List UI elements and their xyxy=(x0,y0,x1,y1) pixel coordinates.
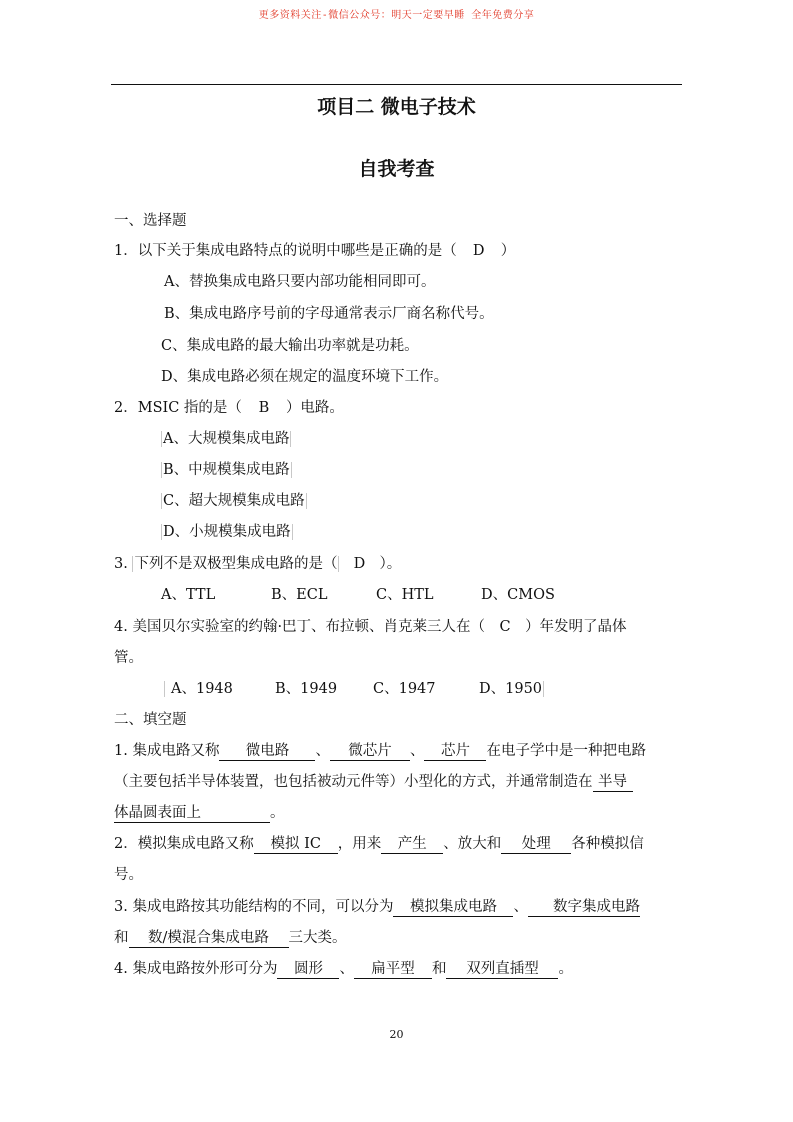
fill-1-answer-2: 微芯片 xyxy=(330,743,410,761)
question-2-post: ）电路。 xyxy=(285,400,344,416)
fill-2-mid-2: 、放大和 xyxy=(443,836,502,852)
question-3-option-d: D、CMOS xyxy=(481,587,555,603)
fill-2 xyxy=(114,835,644,854)
question-2-option-b: B、中规模集成电路 xyxy=(163,462,290,478)
header-rule xyxy=(111,84,682,85)
question-1-option-b: B、集成电路序号前的字母通常表示厂商名称代号。 xyxy=(164,306,494,322)
fill-4-end: 。 xyxy=(558,961,573,977)
fill-4 xyxy=(114,960,573,979)
question-2-option-a: A、大规模集成电路 xyxy=(163,431,290,447)
fill-2-text: 2．模拟集成电路又称 xyxy=(114,836,254,852)
fill-4-answer-1: 圆形 xyxy=(277,961,339,979)
question-1-option-d: D、集成电路必须在规定的温度环境下工作。 xyxy=(161,369,449,385)
fill-4-text: 集成电路按外形可分为 xyxy=(132,961,278,977)
fill-3-answer-1: 模拟集成电路 xyxy=(393,899,513,917)
section-heading-choice: 一、选择题 xyxy=(114,213,187,229)
fill-2-answer-1: 模拟 IC xyxy=(254,836,338,854)
question-4 xyxy=(114,618,627,636)
question-2-option-c: C、超大规模集成电路 xyxy=(163,493,305,509)
fill-1-answer-3: 芯片 xyxy=(424,743,486,761)
question-3-answer: D xyxy=(353,556,366,572)
fill-4-number: 4. xyxy=(114,961,128,977)
question-4-answer: C xyxy=(499,619,511,635)
fill-1-line3 xyxy=(114,804,285,823)
page-title: 项目二 微电子技术 xyxy=(317,96,476,118)
fill-3-line2-and: 和 xyxy=(114,930,129,946)
fill-1-text: 集成电路又称 xyxy=(132,743,220,759)
fill-3-line2 xyxy=(114,929,347,948)
fill-1-sep-2: 、 xyxy=(409,743,425,759)
fill-1-answer-4a: 半导 xyxy=(593,774,633,792)
fill-2-mid-1: ，用来 xyxy=(337,836,382,852)
fill-4-answer-3: 双列直插型 xyxy=(446,961,558,979)
fill-1-answer-4b: 体晶圆表面上 xyxy=(114,805,270,823)
question-1-answer: D xyxy=(472,243,485,259)
question-4-options xyxy=(164,680,544,698)
fill-2-answer-3: 处理 xyxy=(501,836,571,854)
question-4-option-c: C、1947 xyxy=(373,681,436,697)
page-subtitle: 自我考查 xyxy=(358,158,435,180)
fill-1-line2 xyxy=(114,773,633,792)
question-2-text: 2．MSIC 指的是（ xyxy=(114,400,242,416)
fill-2-answer-2: 产生 xyxy=(381,836,443,854)
question-4-post: ）年发明了晶体 xyxy=(525,619,627,635)
question-1-close: ） xyxy=(500,243,516,259)
question-1-option-a: A、替换集成电路只要内部功能相同即可。 xyxy=(164,274,436,290)
question-3-post: ）。 xyxy=(379,556,402,572)
fill-1 xyxy=(114,742,646,761)
fill-2-line2: 号。 xyxy=(114,867,143,883)
question-1 xyxy=(114,242,515,260)
question-4-number: 4. xyxy=(114,619,128,635)
fill-2-post: 各种模拟信 xyxy=(571,836,644,852)
question-4-option-a: A、1948 xyxy=(171,681,233,697)
fill-3-answer-3: 数/模混合集成电路 xyxy=(129,930,289,948)
header-banner: 更多资料关注-微信公众号：明天一定要早睡 全年免费分享 xyxy=(258,10,535,21)
question-3-option-a: A、TTL xyxy=(161,587,216,603)
question-3-number: 3. xyxy=(114,556,128,572)
fill-3-sep: 、 xyxy=(513,899,528,915)
question-3-option-c: C、HTL xyxy=(376,587,434,603)
fill-3-post: 三大类。 xyxy=(288,930,347,946)
question-2-option-d: D、小规模集成电路 xyxy=(163,524,291,540)
question-1-option-c: C、集成电路的最大输出功率就是功耗。 xyxy=(161,338,419,354)
question-2-answer: B xyxy=(258,400,270,416)
question-3-options xyxy=(161,586,555,604)
page-number: 20 xyxy=(389,1028,404,1041)
question-1-text: 1．以下关于集成电路特点的说明中哪些是正确的是（ xyxy=(114,243,457,259)
fill-3-answer-2: 数字集成电路 xyxy=(528,899,640,917)
fill-1-post: 在电子学中是一种把电路 xyxy=(486,743,646,759)
question-4-line2: 管。 xyxy=(114,650,143,666)
fill-1-end: 。 xyxy=(270,805,285,821)
question-4-option-b: B、1949 xyxy=(275,681,338,697)
question-4-option-d: D、1950 xyxy=(479,681,543,697)
question-4-text: 美国贝尔实验室的约翰·巴丁、布拉顿、肖克莱三人在（ xyxy=(132,619,486,635)
fill-1-answer-1: 微电路 xyxy=(219,743,315,761)
question-3-option-b: B、ECL xyxy=(271,587,328,603)
fill-3-number: 3. xyxy=(114,899,128,915)
fill-1-line2-text: （主要包括半导体装置，也包括被动元件等）小型化的方式，并通常制造在 xyxy=(114,774,593,790)
section-heading-fill: 二、填空题 xyxy=(114,712,187,728)
question-3-text: 下列不是双极型集成电路的是（ xyxy=(134,556,338,572)
question-3 xyxy=(114,555,401,573)
fill-3-text: 集成电路按其功能结构的不同，可以分为 xyxy=(132,899,394,915)
fill-3 xyxy=(114,898,640,917)
fill-1-sep-1: 、 xyxy=(315,743,330,759)
question-2 xyxy=(114,399,344,417)
fill-4-sep: 、 xyxy=(339,961,354,977)
fill-4-answer-2: 扁平型 xyxy=(354,961,432,979)
fill-4-and: 和 xyxy=(431,961,447,977)
fill-1-number: 1. xyxy=(114,743,128,759)
